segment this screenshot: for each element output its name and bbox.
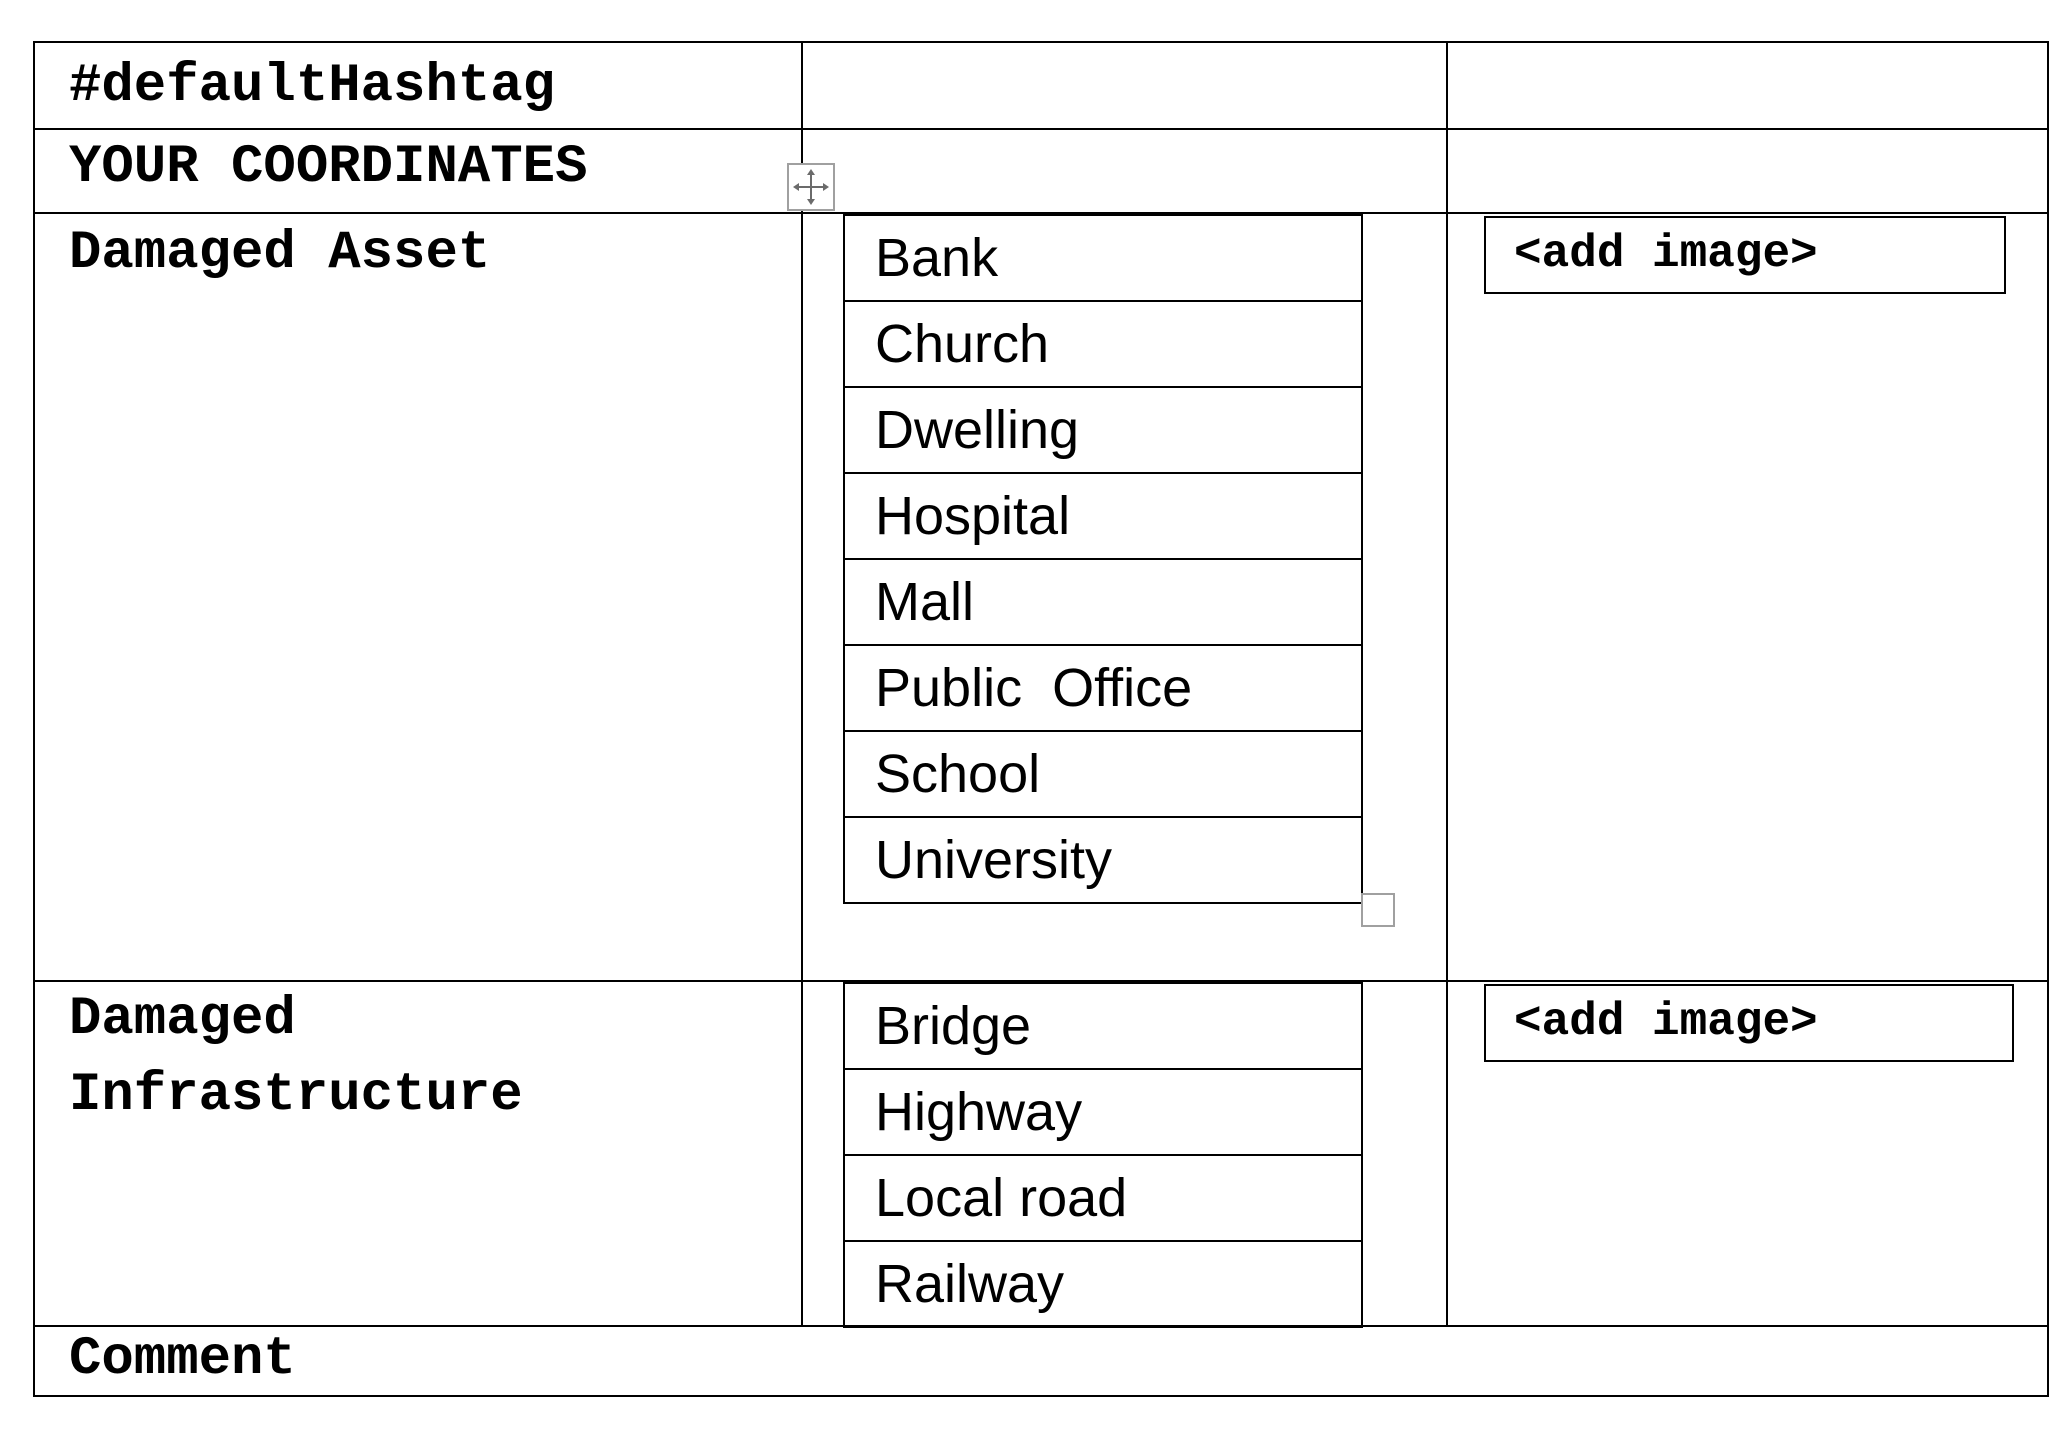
damaged-asset-row (34, 213, 2048, 981)
asset-option-public-office[interactable]: Public Office (844, 645, 1362, 731)
damaged-infrastructure-label-line2: Infrastructure (69, 1065, 523, 1126)
damaged-asset-options-list (843, 214, 1363, 904)
damaged-asset-options-cell (802, 213, 1447, 981)
damaged-infrastructure-options-cell (802, 981, 1447, 1326)
coordinates-empty-cell-2[interactable] (802, 129, 1447, 213)
coordinates-label: YOUR COORDINATES (69, 137, 588, 198)
damaged-asset-image-cell (1447, 213, 2048, 981)
infrastructure-option-highway[interactable]: Highway (844, 1069, 1362, 1155)
damaged-asset-label: Damaged Asset (69, 223, 491, 284)
coordinates-cell[interactable] (34, 129, 802, 213)
damaged-infrastructure-image-cell (1447, 981, 2048, 1326)
damaged-infrastructure-label-line1: Damaged (69, 989, 296, 1050)
coordinates-empty-cell-3[interactable] (1447, 129, 2048, 213)
asset-option-bank[interactable]: Bank (844, 215, 1362, 301)
comment-label: Comment (69, 1329, 296, 1390)
hashtag-cell[interactable] (34, 42, 802, 129)
hashtag-empty-cell-3[interactable] (1447, 42, 2048, 129)
damaged-asset-label-cell[interactable] (34, 213, 802, 981)
damaged-infrastructure-label-cell[interactable] (34, 981, 802, 1326)
asset-option-school[interactable]: School (844, 731, 1362, 817)
hashtag-empty-cell-2[interactable] (802, 42, 1447, 129)
hashtag-row (34, 42, 2048, 129)
resize-square-icon[interactable] (1361, 893, 1395, 927)
report-form-table (33, 41, 2049, 1397)
hashtag-label: #defaultHashtag (69, 56, 556, 117)
infrastructure-option-railway[interactable]: Railway (844, 1241, 1362, 1327)
asset-option-university[interactable]: University (844, 817, 1362, 903)
move-cross-icon[interactable] (787, 163, 835, 211)
damaged-infrastructure-row (34, 981, 2048, 1326)
asset-option-hospital[interactable]: Hospital (844, 473, 1362, 559)
infrastructure-option-local-road[interactable]: Local road (844, 1155, 1362, 1241)
comment-cell[interactable] (34, 1326, 2048, 1396)
asset-option-mall[interactable]: Mall (844, 559, 1362, 645)
coordinates-row (34, 129, 2048, 213)
damaged-infrastructure-label (35, 982, 801, 1134)
add-image-infrastructure-button[interactable]: <add image> (1484, 984, 2014, 1062)
infrastructure-option-bridge[interactable]: Bridge (844, 983, 1362, 1069)
add-image-asset-button[interactable]: <add image> (1484, 216, 2006, 294)
asset-option-church[interactable]: Church (844, 301, 1362, 387)
asset-option-dwelling[interactable]: Dwelling (844, 387, 1362, 473)
damaged-infrastructure-options-list (843, 982, 1363, 1328)
comment-row (34, 1326, 2048, 1396)
